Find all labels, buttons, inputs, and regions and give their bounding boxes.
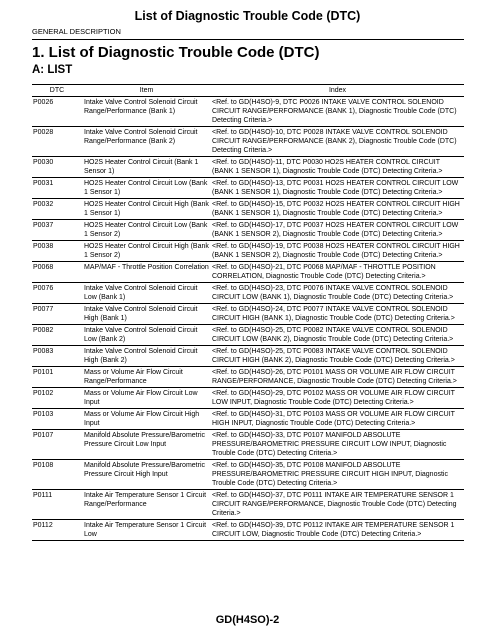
table-row — [32, 367, 464, 388]
cell-index: <Ref. to GD(H4SO)-21, DTC P0068 MAP/MAF - THROTTLE POSITION CORRELATION, Diagnostic Trouble Code (DTC) Detecting Criteria.> — [211, 262, 464, 283]
cell-item: Mass or Volume Air Flow Circuit Low Input — [82, 388, 211, 409]
cell-dtc: P0037 — [32, 220, 82, 241]
table-row — [32, 325, 464, 346]
table-row — [32, 178, 464, 199]
table-row — [32, 460, 464, 490]
table-row — [32, 241, 464, 262]
cell-dtc: P0102 — [32, 388, 82, 409]
cell-index: <Ref. to GD(H4SO)-9, DTC P0026 INTAKE VALVE CONTROL SOLENOID CIRCUIT RANGE/PERFORMANCE (BANK 1), Diagnostic Trouble Code (DTC) Detecting Criteria.> — [211, 97, 464, 127]
table-row — [32, 262, 464, 283]
cell-index: <Ref. to GD(H4SO)-23, DTC P0076 INTAKE VALVE CONTROL SOLENOID CIRCUIT LOW (BANK 1), Diagnostic Trouble Code (DTC) Detecting Criteria.> — [211, 283, 464, 304]
cell-index: <Ref. to GD(H4SO)-25, DTC P0083 INTAKE VALVE CONTROL SOLENOID CIRCUIT HIGH (BANK 2), Diagnostic Trouble Code (DTC) Detecting Criteria.> — [211, 346, 464, 367]
table-row — [32, 430, 464, 460]
header-title: List of Diagnostic Trouble Code (DTC) — [134, 9, 361, 23]
cell-item: Intake Valve Control Solenoid Circuit Low (Bank 2) — [82, 325, 211, 346]
cell-item: Manifold Absolute Pressure/Barometric Pressure Circuit High Input — [82, 460, 211, 490]
table-row — [32, 490, 464, 520]
cell-index: <Ref. to GD(H4SO)-26, DTC P0101 MASS OR VOLUME AIR FLOW CIRCUIT RANGE/PERFORMANCE, Diagnostic Trouble Code (DTC) Detecting Criteria.> — [211, 367, 464, 388]
cell-index: <Ref. to GD(H4SO)-15, DTC P0032 HO2S HEATER CONTROL CIRCUIT HIGH (BANK 1 SENSOR 1), Diagnostic Trouble Code (DTC) Detecting Criteria.> — [211, 199, 464, 220]
cell-dtc: P0077 — [32, 304, 82, 325]
cell-index: <Ref. to GD(H4SO)-33, DTC P0107 MANIFOLD ABSOLUTE PRESSURE/BAROMETRIC PRESSURE CIRCUIT LOW INPUT, Diagnostic Trouble Code (DTC) Detecting Criteria.> — [211, 430, 464, 460]
table-row — [32, 520, 464, 541]
cell-index: <Ref. to GD(H4SO)-19, DTC P0038 HO2S HEATER CONTROL CIRCUIT HIGH (BANK 1 SENSOR 2), Diagnostic Trouble Code (DTC) Detecting Criteria.> — [211, 241, 464, 262]
cell-dtc: P0030 — [32, 157, 82, 178]
cell-item: HO2S Heater Control Circuit Low (Bank 1 Sensor 2) — [82, 220, 211, 241]
cell-index: <Ref. to GD(H4SO)-13, DTC P0031 HO2S HEATER CONTROL CIRCUIT LOW (BANK 1 SENSOR 1), Diagnostic Trouble Code (DTC) Detecting Criteria.> — [211, 178, 464, 199]
cell-index: <Ref. to GD(H4SO)-10, DTC P0028 INTAKE VALVE CONTROL SOLENOID CIRCUIT RANGE/PERFORMANCE (BANK 2), Diagnostic Trouble Code (DTC) Detecting Criteria.> — [211, 127, 464, 157]
footer-page-code: GD(H4SO)-2 — [215, 614, 280, 626]
cell-item: HO2S Heater Control Circuit High (Bank 1 Sensor 2) — [82, 241, 211, 262]
column-header-item: Item — [82, 85, 211, 97]
table-header-row — [32, 85, 464, 97]
cell-dtc: P0082 — [32, 325, 82, 346]
cell-index: <Ref. to GD(H4SO)-37, DTC P0111 INTAKE AIR TEMPERATURE SENSOR 1 CIRCUIT RANGE/PERFORMANCE, Diagnostic Trouble Code (DTC) Detecting Criteria.> — [211, 490, 464, 520]
cell-dtc: P0107 — [32, 430, 82, 460]
cell-item: HO2S Heater Control Circuit (Bank 1 Sensor 1) — [82, 157, 211, 178]
cell-index: <Ref. to GD(H4SO)-24, DTC P0077 INTAKE VALVE CONTROL SOLENOID CIRCUIT HIGH (BANK 1), Diagnostic Trouble Code (DTC) Detecting Criteria.> — [211, 304, 464, 325]
cell-dtc: P0031 — [32, 178, 82, 199]
cell-dtc: P0076 — [32, 283, 82, 304]
cell-dtc: P0026 — [32, 97, 82, 127]
cell-item: HO2S Heater Control Circuit Low (Bank 1 Sensor 1) — [82, 178, 211, 199]
cell-item: Mass or Volume Air Flow Circuit High Input — [82, 409, 211, 430]
cell-index: <Ref. to GD(H4SO)-31, DTC P0103 MASS OR VOLUME AIR FLOW CIRCUIT HIGH INPUT, Diagnostic Trouble Code (DTC) Detecting Criteria.> — [211, 409, 464, 430]
cell-dtc: P0111 — [32, 490, 82, 520]
cell-index: <Ref. to GD(H4SO)-35, DTC P0108 MANIFOLD ABSOLUTE PRESSURE/BAROMETRIC PRESSURE CIRCUIT HIGH INPUT, Diagnostic Trouble Code (DTC) Detecting Criteria.> — [211, 460, 464, 490]
cell-item: Intake Valve Control Solenoid Circuit High (Bank 1) — [82, 304, 211, 325]
cell-index: <Ref. to GD(H4SO)-17, DTC P0037 HO2S HEATER CONTROL CIRCUIT LOW (BANK 1 SENSOR 2), Diagnostic Trouble Code (DTC) Detecting Criteria.> — [211, 220, 464, 241]
table-row — [32, 97, 464, 127]
cell-index: <Ref. to GD(H4SO)-39, DTC P0112 INTAKE AIR TEMPERATURE SENSOR 1 CIRCUIT LOW, Diagnostic Trouble Code (DTC) Detecting Criteria.> — [211, 520, 464, 541]
cell-dtc: P0028 — [32, 127, 82, 157]
cell-item: Intake Air Temperature Sensor 1 Circuit Range/Performance — [82, 490, 211, 520]
table-row — [32, 157, 464, 178]
header-divider — [32, 39, 464, 40]
cell-item: Intake Valve Control Solenoid Circuit Range/Performance (Bank 1) — [82, 97, 211, 127]
sub-heading: A: LIST — [32, 64, 73, 76]
cell-dtc: P0068 — [32, 262, 82, 283]
table-row — [32, 409, 464, 430]
cell-item: Mass or Volume Air Flow Circuit Range/Performance — [82, 367, 211, 388]
table-row — [32, 388, 464, 409]
cell-dtc: P0112 — [32, 520, 82, 541]
table-row — [32, 346, 464, 367]
cell-dtc: P0101 — [32, 367, 82, 388]
table-row — [32, 127, 464, 157]
cell-item: Intake Air Temperature Sensor 1 Circuit Low — [82, 520, 211, 541]
dtc-table — [32, 84, 464, 541]
cell-dtc: P0032 — [32, 199, 82, 220]
cell-dtc: P0103 — [32, 409, 82, 430]
cell-item: Intake Valve Control Solenoid Circuit Low (Bank 1) — [82, 283, 211, 304]
cell-index: <Ref. to GD(H4SO)-11, DTC P0030 HO2S HEATER CONTROL CIRCUIT (BANK 1 SENSOR 1), Diagnostic Trouble Code (DTC) Detecting Criteria.> — [211, 157, 464, 178]
cell-item: HO2S Heater Control Circuit High (Bank 1 Sensor 1) — [82, 199, 211, 220]
cell-index: <Ref. to GD(H4SO)-25, DTC P0082 INTAKE VALVE CONTROL SOLENOID CIRCUIT LOW (BANK 2), Diagnostic Trouble Code (DTC) Detecting Criteria.> — [211, 325, 464, 346]
table-row — [32, 220, 464, 241]
page-heading: 1. List of Diagnostic Trouble Code (DTC) — [32, 44, 320, 61]
cell-item: Intake Valve Control Solenoid Circuit High (Bank 2) — [82, 346, 211, 367]
column-header-dtc: DTC — [32, 85, 82, 97]
cell-index: <Ref. to GD(H4SO)-29, DTC P0102 MASS OR VOLUME AIR FLOW CIRCUIT LOW INPUT, Diagnostic Trouble Code (DTC) Detecting Criteria.> — [211, 388, 464, 409]
column-header-index: Index — [211, 85, 464, 97]
cell-item: MAP/MAF - Throttle Position Correlation — [82, 262, 211, 283]
table-row — [32, 199, 464, 220]
cell-dtc: P0083 — [32, 346, 82, 367]
table-row — [32, 304, 464, 325]
table-row — [32, 283, 464, 304]
section-label: GENERAL DESCRIPTION — [32, 27, 121, 36]
cell-item: Intake Valve Control Solenoid Circuit Range/Performance (Bank 2) — [82, 127, 211, 157]
cell-dtc: P0038 — [32, 241, 82, 262]
cell-dtc: P0108 — [32, 460, 82, 490]
cell-item: Manifold Absolute Pressure/Barometric Pressure Circuit Low Input — [82, 430, 211, 460]
